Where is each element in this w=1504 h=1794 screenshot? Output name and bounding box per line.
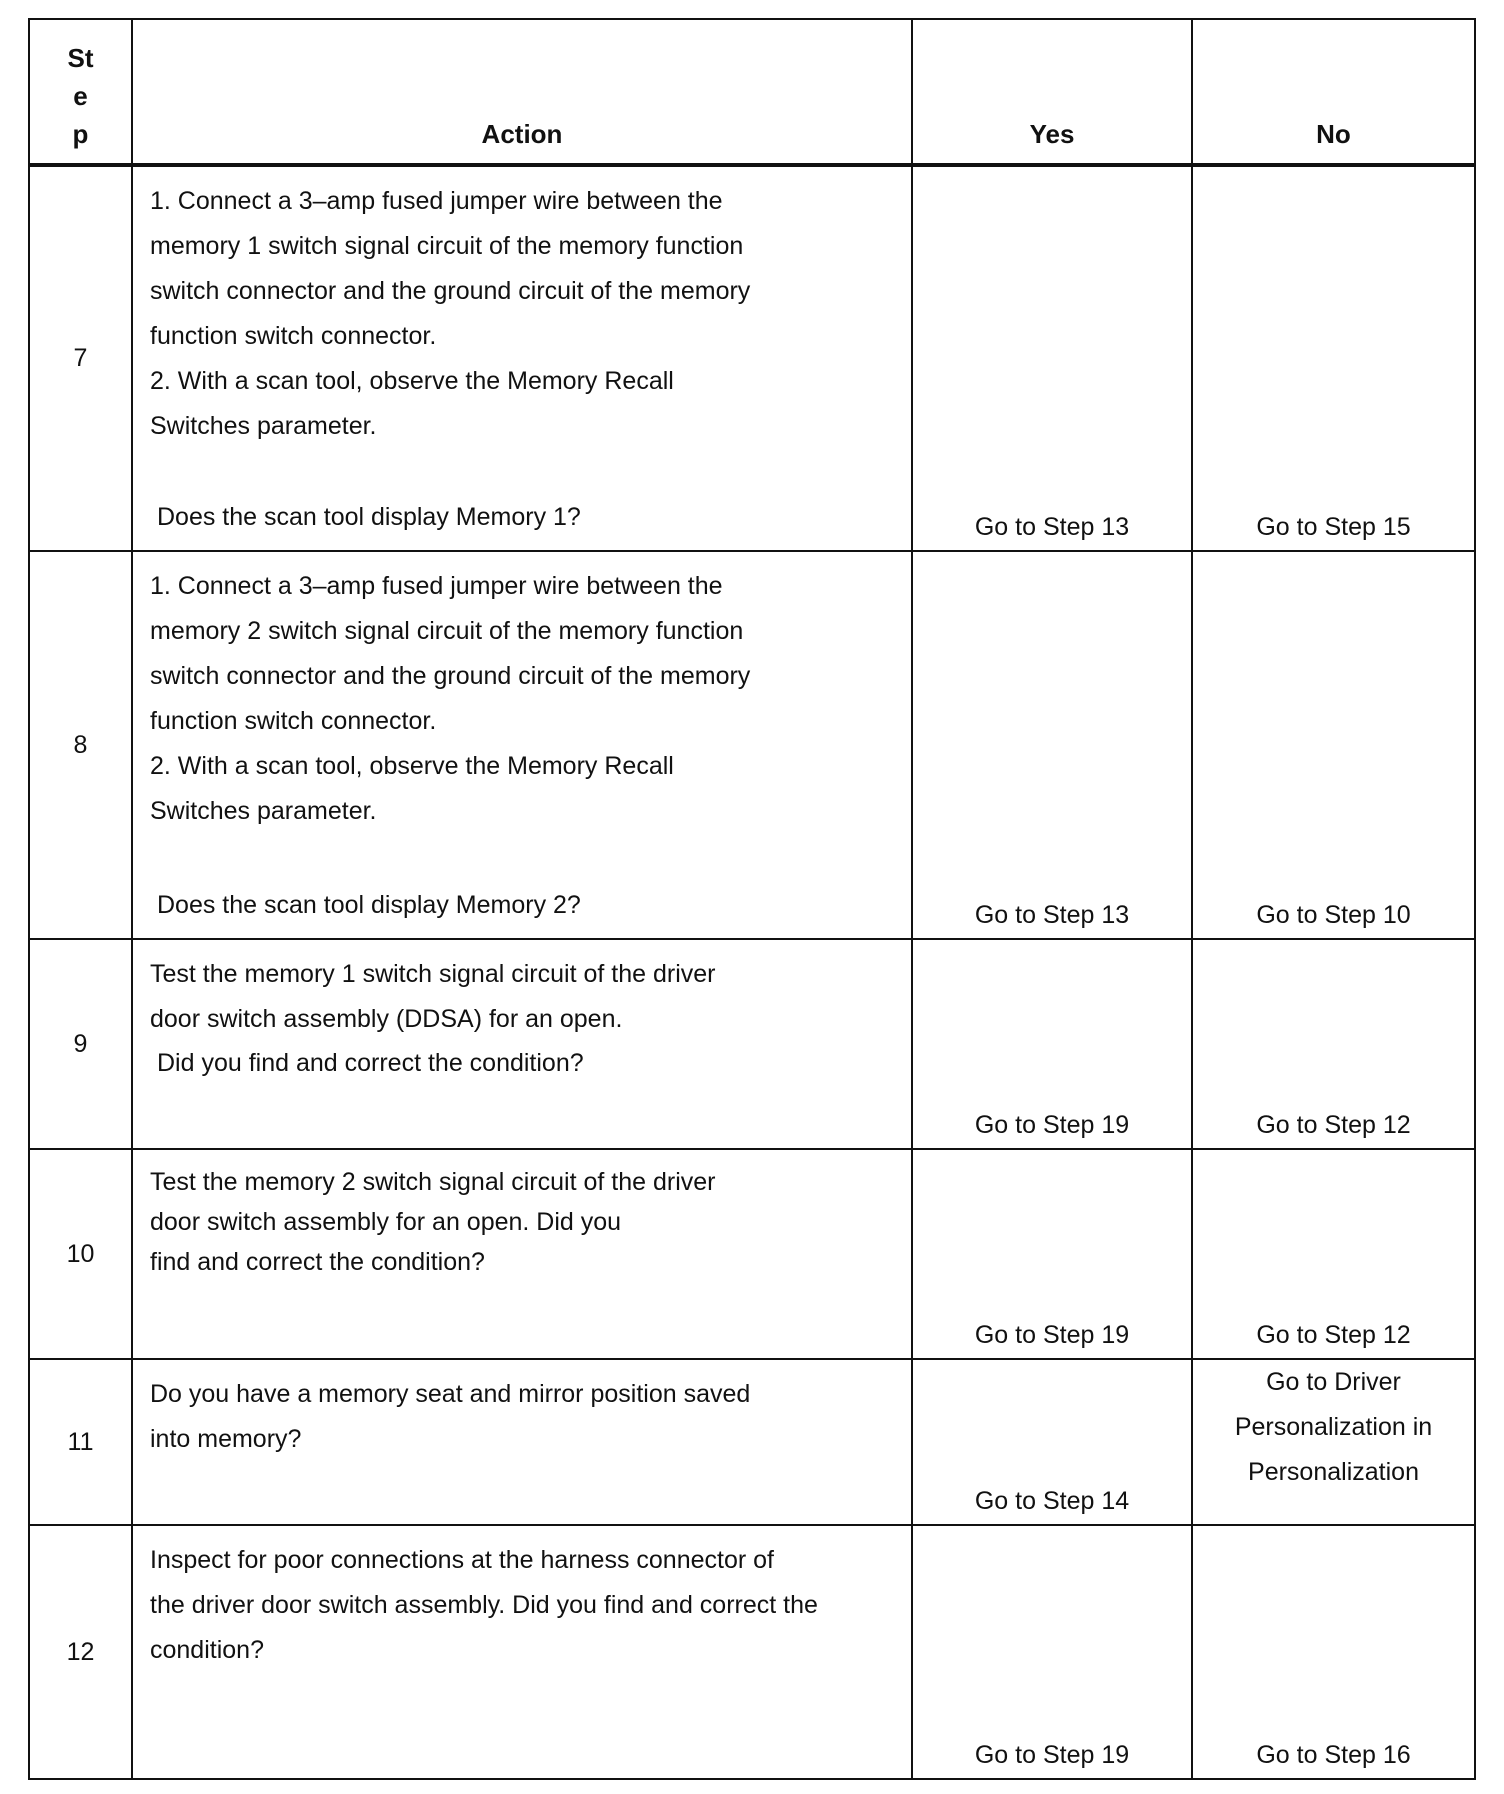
yes-result: Go to Step 13 <box>912 165 1192 551</box>
yes-result: Go to Step 14 <box>912 1359 1192 1525</box>
header-no: No <box>1192 19 1475 165</box>
table-header-row <box>29 19 1475 165</box>
table-row-step-9 <box>29 939 1475 1149</box>
table-row-step-10 <box>29 1149 1475 1359</box>
table-row-step-7 <box>29 165 1475 551</box>
action-cell <box>132 165 912 551</box>
yes-result: Go to Step 19 <box>912 1149 1192 1359</box>
no-result: Go to Step 12 <box>1192 939 1475 1149</box>
action-text: Inspect for poor connections at the harness connector of the driver door switch assembly. Did you find and correct the condition? <box>150 1546 818 1664</box>
action-text: 1. Connect a 3–amp fused jumper wire between the memory 2 switch signal circuit of the memory function switch connector and the ground circuit of the memory function switch connector. 2. With a scan tool, observe the Memory Recall Switches parameter. <box>150 572 751 825</box>
yes-result: Go to Step 19 <box>912 1525 1192 1779</box>
action-cell <box>132 551 912 939</box>
no-result: Go to Step 15 <box>1192 165 1475 551</box>
action-cell <box>132 1149 912 1359</box>
step-number: 10 <box>29 1149 132 1359</box>
step-number: 12 <box>29 1525 132 1779</box>
action-question: Does the scan tool display Memory 2? <box>157 891 581 919</box>
action-cell <box>132 1359 912 1525</box>
action-cell <box>132 939 912 1149</box>
table-row-step-8 <box>29 551 1475 939</box>
yes-result: Go to Step 13 <box>912 551 1192 939</box>
action-question: Does the scan tool display Memory 1? <box>157 503 581 531</box>
header-action: Action <box>132 19 912 165</box>
header-step: Step <box>29 19 132 165</box>
step-number: 9 <box>29 939 132 1149</box>
table-row-step-11 <box>29 1359 1475 1525</box>
no-result: Go to Step 12 <box>1192 1149 1475 1359</box>
no-result: Go to Step 16 <box>1192 1525 1475 1779</box>
action-text: 1. Connect a 3–amp fused jumper wire between the memory 1 switch signal circuit of the memory function switch connector and the ground circuit of the memory function switch connector. 2. With a scan tool, observe the Memory Recall Switches parameter. <box>150 187 751 440</box>
yes-result: Go to Step 19 <box>912 939 1192 1149</box>
action-question: Did you find and correct the condition? <box>157 1049 584 1077</box>
action-text: Test the memory 2 switch signal circuit of the driver door switch assembly for an open. Did you find and correct the condition? <box>150 1168 716 1276</box>
step-number: 8 <box>29 551 132 939</box>
header-yes: Yes <box>912 19 1192 165</box>
no-result: Go to Driver Personalization in Personalization <box>1192 1359 1475 1525</box>
table-row-step-12 <box>29 1525 1475 1779</box>
step-number: 11 <box>29 1359 132 1525</box>
no-result: Go to Step 10 <box>1192 551 1475 939</box>
step-number: 7 <box>29 165 132 551</box>
action-text: Test the memory 1 switch signal circuit of the driver door switch assembly (DDSA) for an open. <box>150 960 716 1033</box>
diagnostic-table <box>28 18 1476 1780</box>
action-cell <box>132 1525 912 1779</box>
action-text: Do you have a memory seat and mirror position saved into memory? <box>150 1380 751 1453</box>
